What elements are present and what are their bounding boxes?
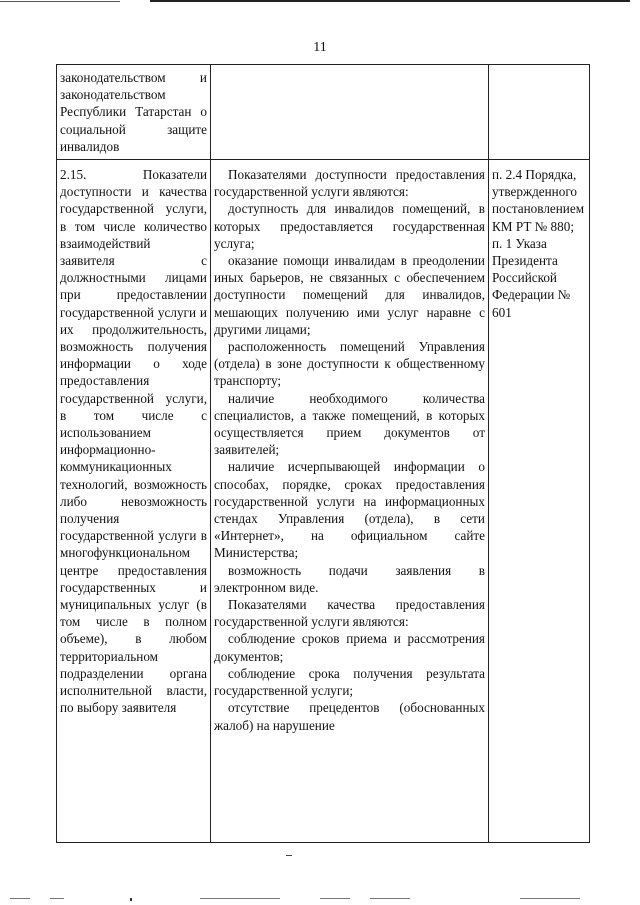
cell-reference-empty <box>489 65 590 160</box>
cell-text: п. 2.4 Порядка, утвержденного постановлением КМ РТ № 880; п. 1 Указа Президента Российской Федерации № 601 <box>492 167 585 320</box>
paragraph: Показателями качества предоставления государственной услуги являются: <box>214 597 485 630</box>
paragraph: отсутствие прецедентов (обоснованных жалоб) на нарушение <box>214 700 485 733</box>
paragraph: соблюдение сроков приема и рассмотрения документов; <box>214 631 485 664</box>
cell-text: 2.15. Показатели доступности и качества государственной услуги, в том числе количество взаимодействий заявителя с должностными лицами при предоставлении государственной услуги и их продолжительность, возможность получения информации о ходе предоставления государственной услуги, в том числе с использованием информационно-коммуникационных технологий, возможность либо невозможность получения государственной услуги в многофункциональном центре предоставления государственных и муниципальных услуг (в том числе в полном объеме), в любом территориальном подразделении органа исполнительной власти, по выбору заявителя <box>60 167 207 716</box>
paragraph: расположенность помещений Управления (отдела) в зоне доступности к общественному транспорту; <box>214 339 485 389</box>
paragraph: соблюдение срока получения результата государственной услуги; <box>214 665 485 699</box>
scan-edge-line <box>0 1 120 2</box>
paragraph: Показателями доступности предоставления государственной услуги являются: <box>214 167 485 200</box>
paragraph: наличие исчерпывающей информации о способах, порядке, сроках предоставления государственной услуги на информационных стендах Управления (отдела), в сети «Интернет», на официальном сайте Министерства; <box>214 459 485 561</box>
paragraph: доступность для инвалидов помещений, в которых предоставляется государственная услуга; <box>214 201 485 251</box>
page-number: 11 <box>313 40 327 55</box>
cell-content <box>211 160 489 843</box>
table-row <box>57 160 590 843</box>
regulation-table <box>56 64 590 843</box>
header-rule <box>150 0 630 2</box>
cell-requirement-continued <box>57 65 211 160</box>
cell-text: законодательством и законодательством Республики Татарстан о социальной защите инвалидов <box>60 70 207 154</box>
paragraph: наличие необходимого количества специалистов, а также помещений, в которых осуществляется прием документов от заявителей; <box>214 390 485 458</box>
table-row <box>57 65 590 160</box>
scan-bottom-artifacts <box>0 898 640 901</box>
paragraph: оказание помощи инвалидам в преодолении иных барьеров, не связанных с обеспечением доступности помещений для инвалидов, мешающих получению ими услуг наравне с другими лицами; <box>214 253 485 337</box>
paragraph: возможность подачи заявления в электронном виде. <box>214 562 485 595</box>
footer-mark <box>286 855 292 856</box>
cell-requirement <box>57 160 211 843</box>
cell-content-empty <box>211 65 489 160</box>
cell-reference <box>489 160 590 843</box>
